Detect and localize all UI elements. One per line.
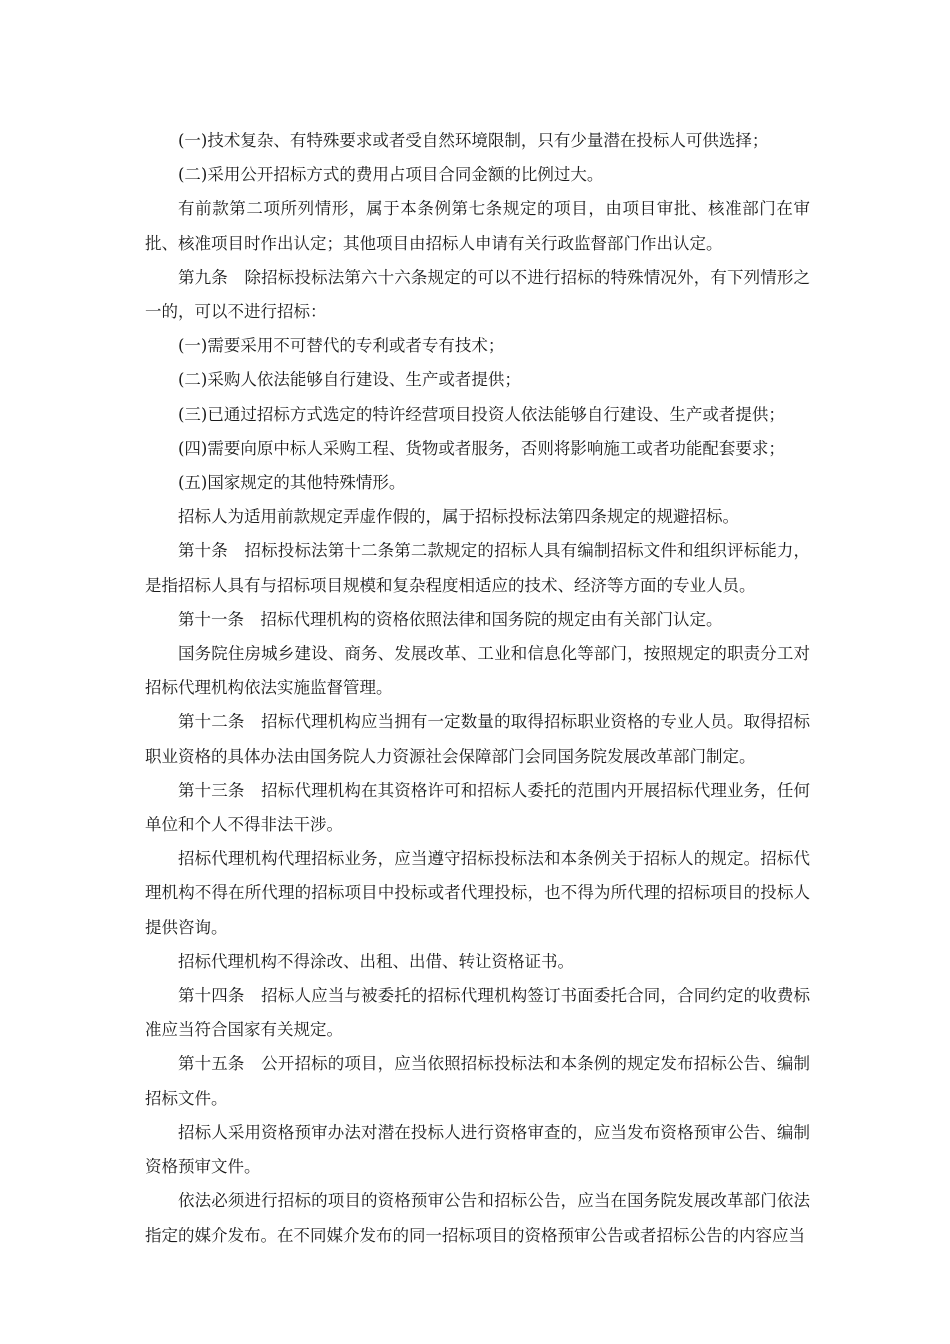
paragraph: 国务院住房城乡建设、商务、发展改革、工业和信息化等部门，按照规定的职责分工对招标代理机构依法实施监督管理。 xyxy=(145,644,810,698)
paragraph: (二)采用公开招标方式的费用占项目合同金额的比例过大。 xyxy=(178,165,604,185)
paragraph: (四)需要向原中标人采购工程、货物或者服务，否则将影响施工或者功能配套要求； xyxy=(178,438,785,458)
paragraph: 第十二条 招标代理机构应当拥有一定数量的取得招标职业资格的专业人员。取得招标职业资格的具体办法由国务院人力资源社会保障部门会同国务院发展改革部门制定。 xyxy=(145,712,810,766)
paragraph: 第十条 招标投标法第十二条第二款规定的招标人具有编制招标文件和组织评标能力，是指招标人具有与招标项目规模和复杂程度相适应的技术、经济等方面的专业人员。 xyxy=(145,541,810,595)
paragraph: (一)技术复杂、有特殊要求或者受自然环境限制，只有少量潜在投标人可供选择； xyxy=(178,131,769,150)
paragraph: 有前款第二项所列情形，属于本条例第七条规定的项目，由项目审批、核准部门在审批、核准项目时作出认定；其他项目由招标人申请有关行政监督部门作出认定。 xyxy=(145,199,810,253)
paragraph: 招标代理机构不得涂改、出租、出借、转让资格证书。 xyxy=(178,951,574,971)
paragraph: 第十一条 招标代理机构的资格依照法律和国务院的规定由有关部门认定。 xyxy=(178,609,723,629)
paragraph: 招标代理机构代理招标业务，应当遵守招标投标法和本条例关于招标人的规定。招标代理机构不得在所代理的招标项目中投标或者代理投标，也不得为所代理的招标项目的投标人提供咨询。 xyxy=(145,849,810,937)
paragraph: 依法必须进行招标的项目的资格预审公告和招标公告，应当在国务院发展改革部门依法指定的媒介发布。在不同媒介发布的同一招标项目的资格预审公告或者招标公告的内容应当 xyxy=(145,1191,810,1245)
paragraph: 第十三条 招标代理机构在其资格许可和招标人委托的范围内开展招标代理业务，任何单位和个人不得非法干涉。 xyxy=(145,780,810,835)
paragraph: (一)需要采用不可替代的专利或者专有技术； xyxy=(178,336,505,356)
paragraph: 招标人为适用前款规定弄虚作假的，属于招标投标法第四条规定的规避招标。 xyxy=(178,507,739,527)
paragraph: 第十五条 公开招标的项目，应当依照招标投标法和本条例的规定发布招标公告、编制招标文件。 xyxy=(145,1054,810,1108)
paragraph: 招标人采用资格预审办法对潜在投标人进行资格审查的，应当发布资格预审公告、编制资格预审文件。 xyxy=(145,1122,810,1177)
paragraph: (五)国家规定的其他特殊情形。 xyxy=(178,473,406,493)
paragraph: (三)已通过招标方式选定的特许经营项目投资人依法能够自行建设、生产或者提供； xyxy=(178,404,785,424)
paragraph: (二)采购人依法能够自行建设、生产或者提供； xyxy=(178,370,521,390)
document-body xyxy=(145,124,810,1253)
paragraph: 第九条 除招标投标法第六十六条规定的可以不进行招标的特殊情况外，有下列情形之一的，可以不进行招标： xyxy=(145,267,810,322)
paragraph: 第十四条 招标人应当与被委托的招标代理机构签订书面委托合同，合同约定的收费标准应当符合国家有关规定。 xyxy=(145,986,810,1040)
